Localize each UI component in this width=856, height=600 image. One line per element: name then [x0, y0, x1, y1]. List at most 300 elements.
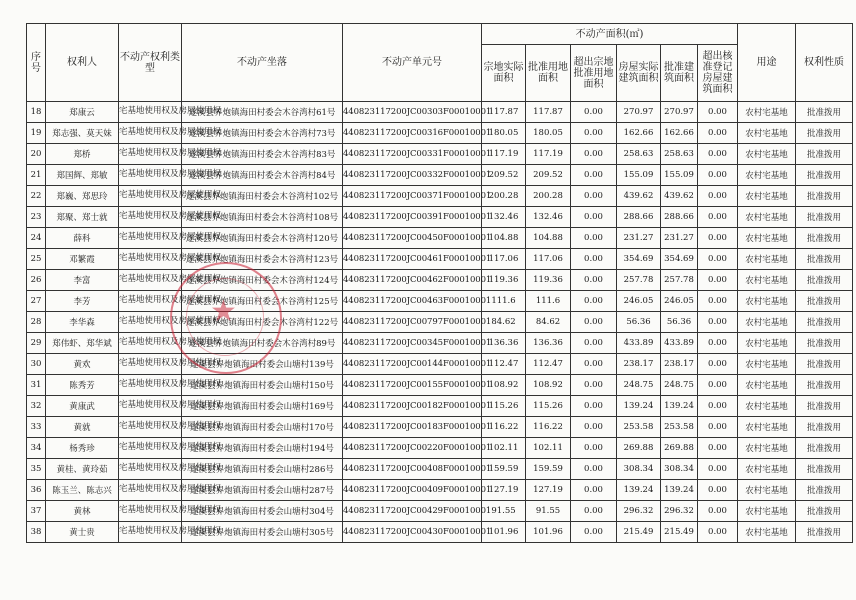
use-cell: 农村宅基地 [738, 417, 796, 438]
land-actual-cell: 136.36 [482, 333, 526, 354]
land-excess-cell: 0.00 [571, 480, 617, 501]
land-approved-cell: 127.19 [526, 480, 571, 501]
table-row [27, 102, 853, 123]
building-actual-cell: 215.49 [617, 522, 661, 543]
land-actual-cell: 108.92 [482, 375, 526, 396]
land-approved-cell: 117.87 [526, 102, 571, 123]
building-actual-cell: 433.89 [617, 333, 661, 354]
row-number: 22 [27, 186, 46, 207]
right-type-cell: 宅基地使用权及房屋使用权 [119, 165, 182, 186]
row-number: 34 [27, 438, 46, 459]
table-row [27, 207, 853, 228]
building-excess-cell: 0.00 [698, 480, 738, 501]
land-actual-cell: 112.47 [482, 354, 526, 375]
right-type-cell: 宅基地使用权及房屋使用权 [119, 123, 182, 144]
building-excess-cell: 0.00 [698, 438, 738, 459]
building-excess-cell: 0.00 [698, 522, 738, 543]
land-approved-cell: 136.36 [526, 333, 571, 354]
header-land-approved: 批准用地面积 [526, 45, 571, 102]
building-approved-cell: 439.62 [661, 186, 698, 207]
table-row [27, 375, 853, 396]
table-row [27, 312, 853, 333]
unit-number-cell: 440823117200JC00409F00010001 [343, 480, 482, 501]
land-approved-cell: 101.96 [526, 522, 571, 543]
holder-cell: 郑聚、郑士就 [46, 207, 119, 228]
nature-cell: 批准拨用 [796, 123, 853, 144]
building-excess-cell: 0.00 [698, 249, 738, 270]
seal-star-icon: ★ [210, 294, 237, 329]
building-excess-cell: 0.00 [698, 375, 738, 396]
location-cell: 遂溪县界炮镇海田村委会木谷湾村125号 [182, 291, 343, 312]
location-cell: 遂溪县界炮镇海田村委会山塘村170号 [182, 417, 343, 438]
table-row [27, 228, 853, 249]
use-cell: 农村宅基地 [738, 333, 796, 354]
holder-cell: 郑伟虾、郑华斌 [46, 333, 119, 354]
building-excess-cell: 0.00 [698, 165, 738, 186]
building-excess-cell: 0.00 [698, 396, 738, 417]
holder-cell: 李华森 [46, 312, 119, 333]
building-approved-cell: 296.32 [661, 501, 698, 522]
unit-number-cell: 440823117200JC00462F00010001 [343, 270, 482, 291]
land-excess-cell: 0.00 [571, 102, 617, 123]
use-cell: 农村宅基地 [738, 522, 796, 543]
nature-cell: 批准拨用 [796, 165, 853, 186]
building-actual-cell: 258.63 [617, 144, 661, 165]
header-building-excess: 超出核准登记房屋建筑面积 [698, 45, 738, 102]
nature-cell: 批准拨用 [796, 228, 853, 249]
row-number: 31 [27, 375, 46, 396]
header-building-actual: 房屋实际建筑面积 [617, 45, 661, 102]
unit-number-cell: 440823117200JC00220F00010001 [343, 438, 482, 459]
table-row [27, 480, 853, 501]
table-row [27, 501, 853, 522]
nature-cell: 批准拨用 [796, 249, 853, 270]
nature-cell: 批准拨用 [796, 417, 853, 438]
unit-number-cell: 440823117200JC00155F00010001 [343, 375, 482, 396]
holder-cell: 杨秀珍 [46, 438, 119, 459]
holder-cell: 黄桂、黄玲茹 [46, 459, 119, 480]
right-type-cell: 宅基地使用权及房屋使用权 [119, 312, 182, 333]
location-cell: 遂溪县界炮镇海田村委会木谷湾村124号 [182, 270, 343, 291]
nature-cell: 批准拨用 [796, 480, 853, 501]
building-approved-cell: 139.24 [661, 480, 698, 501]
header-holder: 权利人 [46, 24, 119, 102]
unit-number-cell: 440823117200JC00429F00010001 [343, 501, 482, 522]
header-location: 不动产坐落 [182, 24, 343, 102]
table-row [27, 522, 853, 543]
building-actual-cell: 246.05 [617, 291, 661, 312]
row-number: 23 [27, 207, 46, 228]
row-number: 27 [27, 291, 46, 312]
building-excess-cell: 0.00 [698, 501, 738, 522]
holder-cell: 黄康武 [46, 396, 119, 417]
right-type-cell: 宅基地使用权及房屋使用权 [119, 522, 182, 543]
building-excess-cell: 0.00 [698, 417, 738, 438]
location-cell: 遂溪县界炮镇海田村委会山塘村304号 [182, 501, 343, 522]
location-cell: 遂溪县界炮镇海田村委会木谷湾村73号 [182, 123, 343, 144]
land-actual-cell: 84.62 [482, 312, 526, 333]
right-type-cell: 宅基地使用权及房屋使用权 [119, 144, 182, 165]
table-row [27, 249, 853, 270]
land-excess-cell: 0.00 [571, 459, 617, 480]
header-nature: 权利性质 [796, 24, 853, 102]
header-use: 用途 [738, 24, 796, 102]
property-register-table [26, 23, 853, 543]
unit-number-cell: 440823117200JC00450F00010001 [343, 228, 482, 249]
land-approved-cell: 209.52 [526, 165, 571, 186]
location-cell: 遂溪县界炮镇海田村委会山塘村194号 [182, 438, 343, 459]
land-actual-cell: 209.52 [482, 165, 526, 186]
holder-cell: 黄就 [46, 417, 119, 438]
building-approved-cell: 433.89 [661, 333, 698, 354]
use-cell: 农村宅基地 [738, 312, 796, 333]
header-building-approved: 批准建筑面积 [661, 45, 698, 102]
row-number: 35 [27, 459, 46, 480]
building-approved-cell: 215.49 [661, 522, 698, 543]
right-type-cell: 宅基地使用权及房屋使用权 [119, 291, 182, 312]
right-type-cell: 宅基地使用权及房屋使用权 [119, 249, 182, 270]
table-row [27, 144, 853, 165]
building-actual-cell: 253.58 [617, 417, 661, 438]
use-cell: 农村宅基地 [738, 249, 796, 270]
unit-number-cell: 440823117200JC00144F00010001 [343, 354, 482, 375]
land-excess-cell: 0.00 [571, 291, 617, 312]
land-excess-cell: 0.00 [571, 396, 617, 417]
row-number: 28 [27, 312, 46, 333]
nature-cell: 批准拨用 [796, 207, 853, 228]
use-cell: 农村宅基地 [738, 144, 796, 165]
right-type-cell: 宅基地使用权及房屋使用权 [119, 186, 182, 207]
right-type-cell: 宅基地使用权及房屋使用权 [119, 354, 182, 375]
land-excess-cell: 0.00 [571, 438, 617, 459]
building-approved-cell: 257.78 [661, 270, 698, 291]
land-actual-cell: 117.19 [482, 144, 526, 165]
holder-cell: 邓繁霞 [46, 249, 119, 270]
land-excess-cell: 0.00 [571, 165, 617, 186]
location-cell: 遂溪县界炮镇海田村委会木谷湾村89号 [182, 333, 343, 354]
unit-number-cell: 440823117200JC00461F00010001 [343, 249, 482, 270]
row-number: 18 [27, 102, 46, 123]
use-cell: 农村宅基地 [738, 207, 796, 228]
holder-cell: 郑康云 [46, 102, 119, 123]
table-body [27, 102, 853, 543]
location-cell: 遂溪县界炮镇海田村委会木谷湾村84号 [182, 165, 343, 186]
building-approved-cell: 231.27 [661, 228, 698, 249]
unit-number-cell: 440823117200JC00463F00010001 [343, 291, 482, 312]
nature-cell: 批准拨用 [796, 270, 853, 291]
table-row [27, 165, 853, 186]
building-approved-cell: 155.09 [661, 165, 698, 186]
use-cell: 农村宅基地 [738, 186, 796, 207]
building-actual-cell: 269.88 [617, 438, 661, 459]
building-actual-cell: 308.34 [617, 459, 661, 480]
row-number: 36 [27, 480, 46, 501]
use-cell: 农村宅基地 [738, 501, 796, 522]
land-approved-cell: 132.46 [526, 207, 571, 228]
land-approved-cell: 119.36 [526, 270, 571, 291]
unit-number-cell: 440823117200JC00182F00010001 [343, 396, 482, 417]
building-approved-cell: 162.66 [661, 123, 698, 144]
land-excess-cell: 0.00 [571, 249, 617, 270]
land-excess-cell: 0.00 [571, 375, 617, 396]
building-actual-cell: 139.24 [617, 480, 661, 501]
building-actual-cell: 296.32 [617, 501, 661, 522]
holder-cell: 黄士贵 [46, 522, 119, 543]
unit-number-cell: 440823117200JC00430F00010001 [343, 522, 482, 543]
building-excess-cell: 0.00 [698, 123, 738, 144]
table-row [27, 186, 853, 207]
nature-cell: 批准拨用 [796, 375, 853, 396]
table-row [27, 354, 853, 375]
building-actual-cell: 155.09 [617, 165, 661, 186]
table-row [27, 123, 853, 144]
building-excess-cell: 0.00 [698, 102, 738, 123]
nature-cell: 批准拨用 [796, 312, 853, 333]
header-land-actual: 宗地实际面积 [482, 45, 526, 102]
land-excess-cell: 0.00 [571, 186, 617, 207]
nature-cell: 批准拨用 [796, 144, 853, 165]
header-right-type: 不动产权利类型 [119, 24, 182, 102]
location-cell: 遂溪县界炮镇海田村委会山塘村150号 [182, 375, 343, 396]
building-excess-cell: 0.00 [698, 270, 738, 291]
land-actual-cell: 115.26 [482, 396, 526, 417]
row-number: 29 [27, 333, 46, 354]
nature-cell: 批准拨用 [796, 501, 853, 522]
land-approved-cell: 117.06 [526, 249, 571, 270]
land-actual-cell: 101.96 [482, 522, 526, 543]
land-excess-cell: 0.00 [571, 417, 617, 438]
row-number: 20 [27, 144, 46, 165]
right-type-cell: 宅基地使用权及房屋使用权 [119, 270, 182, 291]
use-cell: 农村宅基地 [738, 375, 796, 396]
building-actual-cell: 439.62 [617, 186, 661, 207]
row-number: 24 [27, 228, 46, 249]
building-approved-cell: 246.05 [661, 291, 698, 312]
unit-number-cell: 440823117200JC00316F00010001 [343, 123, 482, 144]
land-actual-cell: 117.87 [482, 102, 526, 123]
land-excess-cell: 0.00 [571, 123, 617, 144]
nature-cell: 批准拨用 [796, 102, 853, 123]
unit-number-cell: 440823117200JC00303F00010001 [343, 102, 482, 123]
land-excess-cell: 0.00 [571, 501, 617, 522]
land-approved-cell: 112.47 [526, 354, 571, 375]
use-cell: 农村宅基地 [738, 165, 796, 186]
location-cell: 遂溪县界炮镇海田村委会山塘村287号 [182, 480, 343, 501]
land-actual-cell: 200.28 [482, 186, 526, 207]
table-row [27, 438, 853, 459]
building-actual-cell: 162.66 [617, 123, 661, 144]
unit-number-cell: 440823117200JC00391F00010001 [343, 207, 482, 228]
land-excess-cell: 0.00 [571, 522, 617, 543]
location-cell: 遂溪县界炮镇海田村委会山塘村286号 [182, 459, 343, 480]
land-approved-cell: 102.11 [526, 438, 571, 459]
header-unit-no: 不动产单元号 [343, 24, 482, 102]
land-actual-cell: 127.19 [482, 480, 526, 501]
land-approved-cell: 116.22 [526, 417, 571, 438]
holder-cell: 李芳 [46, 291, 119, 312]
nature-cell: 批准拨用 [796, 459, 853, 480]
location-cell: 遂溪县界炮镇海田村委会木谷湾村108号 [182, 207, 343, 228]
nature-cell: 批准拨用 [796, 438, 853, 459]
row-number: 19 [27, 123, 46, 144]
land-excess-cell: 0.00 [571, 144, 617, 165]
building-approved-cell: 270.97 [661, 102, 698, 123]
land-excess-cell: 0.00 [571, 354, 617, 375]
use-cell: 农村宅基地 [738, 123, 796, 144]
nature-cell: 批准拨用 [796, 291, 853, 312]
use-cell: 农村宅基地 [738, 228, 796, 249]
building-approved-cell: 308.34 [661, 459, 698, 480]
holder-cell: 陈玉兰、陈志兴 [46, 480, 119, 501]
building-approved-cell: 139.24 [661, 396, 698, 417]
row-number: 38 [27, 522, 46, 543]
building-excess-cell: 0.00 [698, 459, 738, 480]
holder-cell: 郑巍、郑思玲 [46, 186, 119, 207]
building-actual-cell: 56.36 [617, 312, 661, 333]
location-cell: 遂溪县界炮镇海田村委会木谷湾村122号 [182, 312, 343, 333]
location-cell: 遂溪县界炮镇海田村委会木谷湾村61号 [182, 102, 343, 123]
right-type-cell: 宅基地使用权及房屋使用权 [119, 396, 182, 417]
nature-cell: 批准拨用 [796, 522, 853, 543]
land-approved-cell: 117.19 [526, 144, 571, 165]
row-number: 30 [27, 354, 46, 375]
row-number: 32 [27, 396, 46, 417]
row-number: 37 [27, 501, 46, 522]
location-cell: 遂溪县界炮镇海田村委会山塘村139号 [182, 354, 343, 375]
use-cell: 农村宅基地 [738, 396, 796, 417]
building-approved-cell: 288.66 [661, 207, 698, 228]
nature-cell: 批准拨用 [796, 354, 853, 375]
right-type-cell: 宅基地使用权及房屋使用权 [119, 501, 182, 522]
right-type-cell: 宅基地使用权及房屋使用权 [119, 102, 182, 123]
building-excess-cell: 0.00 [698, 354, 738, 375]
row-number: 26 [27, 270, 46, 291]
header-land-excess: 超出宗地批准用地面积 [571, 45, 617, 102]
building-actual-cell: 231.27 [617, 228, 661, 249]
land-excess-cell: 0.00 [571, 228, 617, 249]
holder-cell: 郑志强、莫天妹 [46, 123, 119, 144]
holder-cell: 黄欢 [46, 354, 119, 375]
use-cell: 农村宅基地 [738, 270, 796, 291]
building-approved-cell: 258.63 [661, 144, 698, 165]
building-excess-cell: 0.00 [698, 207, 738, 228]
building-excess-cell: 0.00 [698, 228, 738, 249]
unit-number-cell: 440823117200JC00797F00010001 [343, 312, 482, 333]
land-excess-cell: 0.00 [571, 312, 617, 333]
building-approved-cell: 56.36 [661, 312, 698, 333]
location-cell: 遂溪县界炮镇海田村委会山塘村169号 [182, 396, 343, 417]
location-cell: 遂溪县界炮镇海田村委会木谷湾村83号 [182, 144, 343, 165]
use-cell: 农村宅基地 [738, 438, 796, 459]
nature-cell: 批准拨用 [796, 186, 853, 207]
nature-cell: 批准拨用 [796, 333, 853, 354]
location-cell: 遂溪县界炮镇海田村委会木谷湾村123号 [182, 249, 343, 270]
land-actual-cell: 119.36 [482, 270, 526, 291]
land-approved-cell: 108.92 [526, 375, 571, 396]
land-actual-cell: 102.11 [482, 438, 526, 459]
row-number: 21 [27, 165, 46, 186]
building-approved-cell: 253.58 [661, 417, 698, 438]
holder-cell: 李富 [46, 270, 119, 291]
use-cell: 农村宅基地 [738, 102, 796, 123]
building-excess-cell: 0.00 [698, 312, 738, 333]
land-approved-cell: 91.55 [526, 501, 571, 522]
table-row [27, 270, 853, 291]
location-cell: 遂溪县界炮镇海田村委会木谷湾村120号 [182, 228, 343, 249]
unit-number-cell: 440823117200JC00332F00010001 [343, 165, 482, 186]
location-cell: 遂溪县界炮镇海田村委会山塘村305号 [182, 522, 343, 543]
table-row [27, 459, 853, 480]
land-actual-cell: 116.22 [482, 417, 526, 438]
right-type-cell: 宅基地使用权及房屋使用权 [119, 375, 182, 396]
unit-number-cell: 440823117200JC00331F00010001 [343, 144, 482, 165]
land-approved-cell: 104.88 [526, 228, 571, 249]
land-excess-cell: 0.00 [571, 207, 617, 228]
table-row [27, 333, 853, 354]
building-actual-cell: 270.97 [617, 102, 661, 123]
use-cell: 农村宅基地 [738, 480, 796, 501]
right-type-cell: 宅基地使用权及房屋使用权 [119, 438, 182, 459]
header-area-group: 不动产面积(㎡) [482, 24, 738, 45]
building-actual-cell: 248.75 [617, 375, 661, 396]
use-cell: 农村宅基地 [738, 354, 796, 375]
right-type-cell: 宅基地使用权及房屋使用权 [119, 333, 182, 354]
right-type-cell: 宅基地使用权及房屋使用权 [119, 480, 182, 501]
land-actual-cell: 159.59 [482, 459, 526, 480]
unit-number-cell: 440823117200JC00345F00010001 [343, 333, 482, 354]
holder-cell: 郑桥 [46, 144, 119, 165]
building-actual-cell: 238.17 [617, 354, 661, 375]
header-no: 序号 [27, 24, 46, 102]
building-approved-cell: 248.75 [661, 375, 698, 396]
table-row [27, 291, 853, 312]
building-excess-cell: 0.00 [698, 291, 738, 312]
unit-number-cell: 440823117200JC00408F00010001 [343, 459, 482, 480]
building-excess-cell: 0.00 [698, 144, 738, 165]
holder-cell: 黄林 [46, 501, 119, 522]
unit-number-cell: 440823117200JC00371F00010001 [343, 186, 482, 207]
building-actual-cell: 354.69 [617, 249, 661, 270]
land-approved-cell: 180.05 [526, 123, 571, 144]
use-cell: 农村宅基地 [738, 459, 796, 480]
land-approved-cell: 200.28 [526, 186, 571, 207]
building-actual-cell: 288.66 [617, 207, 661, 228]
table-row [27, 417, 853, 438]
land-excess-cell: 0.00 [571, 270, 617, 291]
holder-cell: 陈秀芳 [46, 375, 119, 396]
land-approved-cell: 159.59 [526, 459, 571, 480]
building-approved-cell: 269.88 [661, 438, 698, 459]
building-actual-cell: 257.78 [617, 270, 661, 291]
location-cell: 遂溪县界炮镇海田村委会木谷湾村102号 [182, 186, 343, 207]
right-type-cell: 宅基地使用权及房屋使用权 [119, 207, 182, 228]
holder-cell: 郑国辉、郑敏 [46, 165, 119, 186]
building-approved-cell: 354.69 [661, 249, 698, 270]
land-actual-cell: 180.05 [482, 123, 526, 144]
land-approved-cell: 115.26 [526, 396, 571, 417]
land-actual-cell: 91.55 [482, 501, 526, 522]
land-approved-cell: 84.62 [526, 312, 571, 333]
row-number: 33 [27, 417, 46, 438]
unit-number-cell: 440823117200JC00183F00010001 [343, 417, 482, 438]
building-excess-cell: 0.00 [698, 186, 738, 207]
land-actual-cell: 111.6 [482, 291, 526, 312]
row-number: 25 [27, 249, 46, 270]
building-excess-cell: 0.00 [698, 333, 738, 354]
land-approved-cell: 111.6 [526, 291, 571, 312]
building-actual-cell: 139.24 [617, 396, 661, 417]
nature-cell: 批准拨用 [796, 396, 853, 417]
